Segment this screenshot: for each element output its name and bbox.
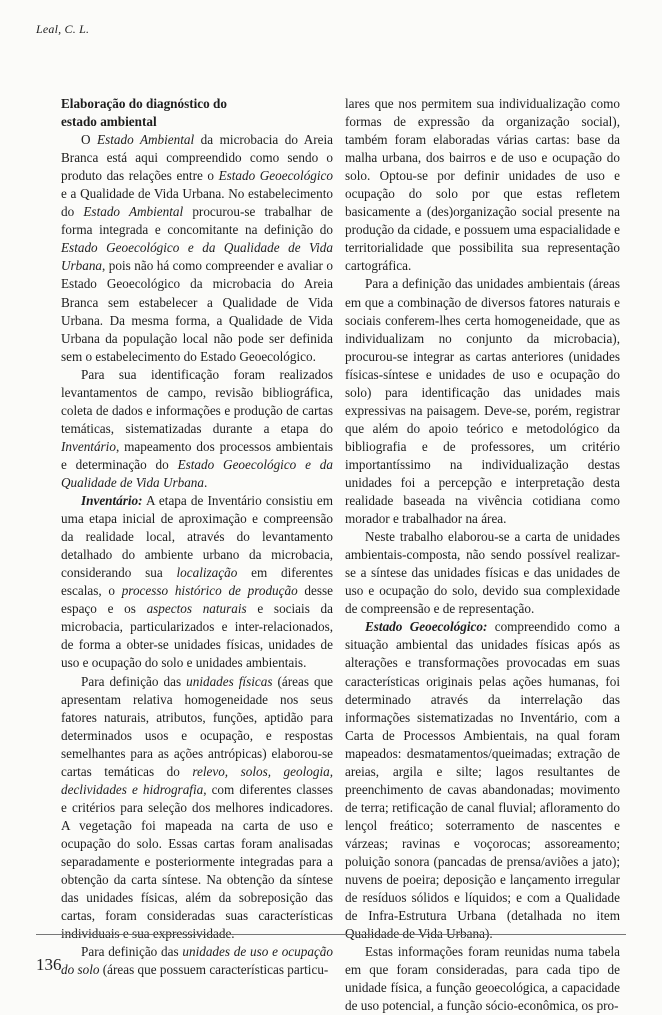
paragraph-estado-geoecologico: Estado Geoecológico: compreendido como a situação ambiental das unidades físicas após as alterações e transformações provocadas em suas características originais pelas ações humanas, foi determinado através da interrelação das informações sistematizadas no Inventário, com a Carta de Processos Ambientais, na qual foram mapeados: desmatamentos/queimadas; extração de areias, argila e silte; lagos resultantes de preenchimento de cavas abandonadas; movimento de terra; retificação de canal fluvial; afloramento do lençol freático; soterramento de nascentes e várzeas; ravinas e voçorocas; assoreamento; poluição sonora (pancadas de prensa/aviões a jato); nuvens de poeira; deposição e lançamento irregular de resíduos sólidos e líquidos; e com a Qualidade de Infra-Estrutura Urbana (detalhada no item Qualidade de Vida Urbana). <box>345 619 621 942</box>
paragraph-estado-ambiental: O Estado Ambiental da microbacia do Areia Branca está aqui compreendido como sendo o produto das relações entre o Estado Geoecológico e a Qualidade de Vida Urbana. No estabelecimento do Estado Ambiental procurou-se trabalhar de forma integrada e concomitante na definição do Estado Geoecológico e da Qualidade de Vida Urbana, pois não há como compreender e avaliar o Estado Geoecológico da microbacia do Areia Branca sem estabelecer a Qualidade de Vida Urbana. Da mesma forma, a Qualidade de Vida Urbana da população local não pode ser definida sem o estabelecimento do Estado Geoecológico. <box>61 132 333 364</box>
paragraph-carta-composta: Neste trabalho elaborou-se a carta de unidades ambientais-composta, não sendo possível realizar-se a síntese das unidades físicas e das unidades de uso e ocupação do solo, devido sua complexidade de compreensão e de representação. <box>345 529 620 617</box>
page-number: 136 <box>36 955 62 974</box>
paragraph-identificacao: Para sua identificação foram realizados levantamentos de campo, revisão bibliográfica, coleta de dados e informações e produção de cartas temáticas, sistematizadas durante a etapa do Inventário, mapeamento dos processos ambientais e determinação do Estado Geoecológico e da Qualidade de Vida Urbana. <box>61 366 333 490</box>
left-column <box>61 95 333 979</box>
section-title <box>61 95 333 131</box>
paragraph-unidades-uso: Para definição das unidades de uso e ocupação do solo (áreas que possuem características particu- <box>61 944 333 978</box>
section-title-line-2: estado ambiental <box>61 114 157 130</box>
paragraph-unidades-fisicas: Para definição das unidades físicas (áreas que apresentam relativa homogeneidade nos seus fatores naturais, atributos, funções, aptidão para determinados usos e ocupação, e respostas semelhantes para as ações antrópicas) elaborou-se cartas temáticas do relevo, solos, geologia, declividades e hidrografia, com diferentes classes e critérios para seleção dos melhores indicadores. A vegetação foi mapeada na carta de uso e ocupação do solo. Essas cartas foram analisadas separadamente e posteriormente integradas para a obtenção da carta síntese. Na obtenção da síntese das unidades físicas, além da sobreposição das cartas, foram consideradas suas características individuais e sua expressividade. <box>61 673 334 942</box>
paragraph-inventario: Inventário: A etapa de Inventário consistiu em uma etapa inicial de aproximação e compreensão da realidade local, através do levantamento detalhado do ambiente urbano da microbacia, considerando sua localização em diferentes escalas, o processo histórico de produção desse espaço e os aspectos naturais e sociais da microbacia, particularizados e inter-relacionados, de forma a obter-se unidades físicas, unidades de uso e ocupação do solo e unidades ambientais. <box>61 493 333 671</box>
running-head: Leal, C. L. <box>36 22 90 36</box>
footer-rule <box>36 934 626 935</box>
paragraph-tabela: Estas informações foram reunidas numa tabela em que foram consideradas, para cada tipo de unidade física, a função geoecológica, a capacidade de uso potencial, a função sócio-econômica, os pro- <box>345 944 620 1014</box>
paragraph-unidades-ambientais: Para a definição das unidades ambientais (áreas em que a combinação de diversos fatores naturais e sociais conferem-lhes certa homogeneidade, que as individualizam no conjunto da microbacia), procurou-se integrar as cartas anteriores (unidades físicas-síntese e unidades de uso e ocupação do solo) para identificação das unidades mais expressivas na paisagem. Deve-se, porém, registrar que além do apoio teórico e metodológico da bibliografia e de professores, um critério importantíssimo na individualização destas unidades foi a percepção e interpretação desta realidade baseada na vivência cotidiana como morador e trabalhador na área. <box>345 276 620 527</box>
paragraph-uso-ocupacao-cont: lares que nos permitem sua individualização como formas de expressão da organização social), também foram elaboradas várias cartas: base da malha urbana, dos bairros e de uso e ocupação do solo. Optou-se por definir unidades de uso e ocupação do solo por que estas refletem basicamente a (des)organização social presente na produção da cidade, e possuem uma espacialidade e territorialidade que possibilita sua representação cartográfica. <box>345 96 620 274</box>
section-title-line-1: Elaboração do diagnóstico do <box>61 96 227 111</box>
right-column <box>345 95 620 1015</box>
